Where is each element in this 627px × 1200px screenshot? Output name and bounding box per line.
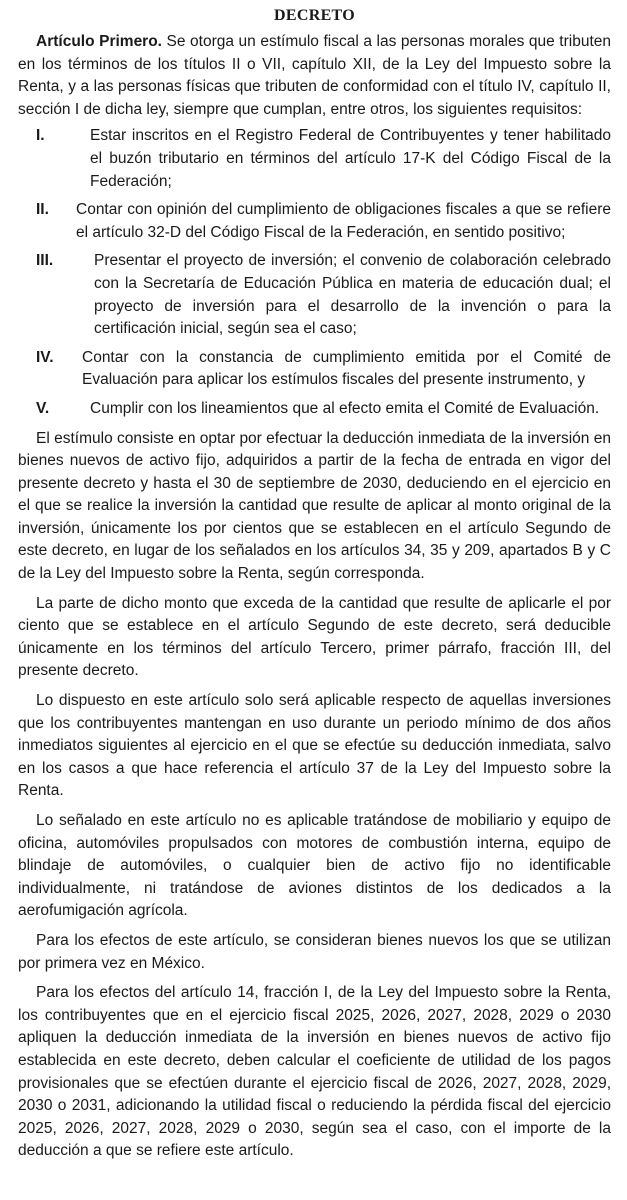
body-paragraph: La parte de dicho monto que exceda de la cantidad que resulte de aplicarle el por ciento que se establece en el artículo Segundo de este decreto, será deducible únicamente en los términos del artículo Tercero, primer párrafo, fracción III, del presente decreto. <box>18 594 611 680</box>
article-intro-text: Se otorga un estímulo fiscal a las personas morales que tributen en los términos de los títulos II o VII, capítulo XII, de la Ley del Impuesto sobre la Renta, y a las personas físicas que tributen de conformidad con el título IV, capítulo II, sección I de dicha ley, siempre que cumplan, entre otros, los siguientes requisitos: <box>18 33 611 118</box>
requirement-number: I. <box>36 127 45 145</box>
document-title: DECRETO <box>274 7 355 24</box>
requirement-number: V. <box>36 399 50 417</box>
requirement-item <box>18 250 611 340</box>
body-paragraph: Lo señalado en este artículo no es aplicable tratándose de mobiliario y equipo de oficina, automóviles propulsados con motores de combustión interna, equipo de blindaje de automóviles, o cualquier bien de activo fijo no identificable individualmente, ni tratándose de aviones distintos de los dedicados a la aerofumigación agrícola. <box>18 812 611 920</box>
body-paragraph: Lo dispuesto en este artículo solo será aplicable respecto de aquellas inversiones que los contribuyentes mantengan en uso durante un periodo mínimo de dos años inmediatos siguientes al ejercicio en el que se efectúe su deducción inmediata, salvo en los casos a que hace referencia el artículo 37 de la Ley del Impuesto sobre la Renta. <box>18 692 611 800</box>
article-label: Artículo Primero. <box>36 33 162 50</box>
requirement-text: Presentar el proyecto de inversión; el convenio de colaboración celebrado con la Secretaría de Educación Pública en materia de educación dual; el proyecto de inversión para el desarrollo de la invención o para la certificación inicial, según sea el caso; <box>94 252 611 338</box>
requirement-number: II. <box>36 201 49 219</box>
requirements-list <box>18 125 611 420</box>
requirement-text: Estar inscritos en el Registro Federal de Contribuyentes y tener habilitado el buzón tributario en términos del artículo 17-K del Código Fiscal de la Federación; <box>90 127 611 190</box>
body-paragraph: Para los efectos de este artículo, se consideran bienes nuevos los que se utilizan por primera vez en México. <box>18 931 611 972</box>
requirement-number: IV. <box>36 348 54 366</box>
requirement-number: III. <box>36 252 54 270</box>
requirement-item <box>18 398 611 421</box>
body-paragraph: Para los efectos del artículo 14, fracción I, de la Ley del Impuesto sobre la Renta, los contribuyentes que en el ejercicio fiscal 2025, 2026, 2027, 2028, 2029 o 2030 apliquen la deducción inmediata de la inversión en bienes nuevos de activo fijo establecida en este decreto, deben calcular el coeficiente de utilidad de los pagos provisionales que se efectúen durante el ejercicio fiscal de 2026, 2027, 2028, 2029, 2030 o 2031, adicionando la utilidad fiscal o reduciendo la pérdida fiscal del ejercicio 2025, 2026, 2027, 2028, 2029 o 2030, según sea el caso, con el importe de la deducción a que se refiere este artículo. <box>18 984 611 1160</box>
article-intro <box>18 31 611 121</box>
requirement-item <box>18 199 611 244</box>
requirement-item <box>18 347 611 392</box>
requirement-text: Cumplir con los lineamientos que al efecto emita el Comité de Evaluación. <box>90 399 600 417</box>
body-paragraph: El estímulo consiste en optar por efectuar la deducción inmediata de la inversión en bienes nuevos de activo fijo, adquiridos a partir de la fecha de entrada en vigor del presente decreto y hasta el 30 de septiembre de 2030, deduciendo en el ejercicio en el que se realice la inversión la cantidad que resulte de aplicar al monto original de la inversión, únicamente los por cientos que se establecen en el artículo Segundo de este decreto, en lugar de los señalados en los artículos 34, 35 y 209, apartados B y C de la Ley del Impuesto sobre la Renta, según corresponda. <box>18 429 611 583</box>
requirement-text: Contar con opinión del cumplimiento de obligaciones fiscales a que se refiere el artículo 32-D del Código Fiscal de la Federación, en sentido positivo; <box>76 201 611 241</box>
requirement-item <box>18 125 611 193</box>
requirement-text: Contar con la constancia de cumplimiento emitida por el Comité de Evaluación para aplicar los estímulos fiscales del presente instrumento, y <box>82 348 611 389</box>
